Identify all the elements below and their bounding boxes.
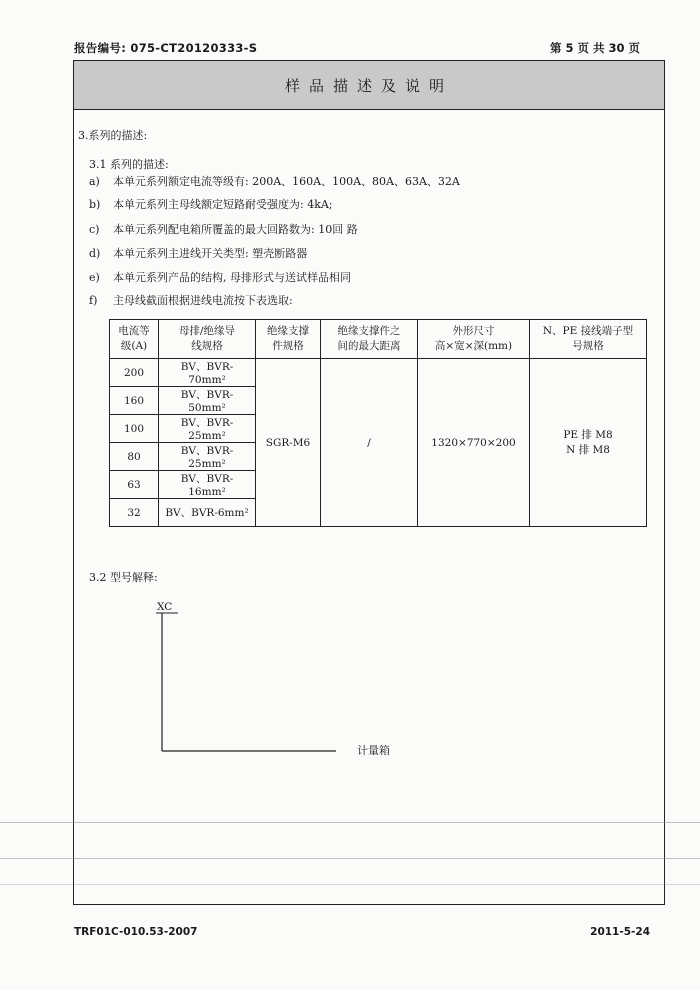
column-header-dimensions: 外形尺寸 高×宽×深(mm) — [418, 320, 530, 359]
scan-artifact — [0, 858, 700, 859]
terminal-pe: PE 排 M8 — [563, 428, 613, 441]
list-text: 本单元系列主母线额定短路耐受强度为: 4kA; — [113, 198, 333, 211]
cell-conductor: BV、BVR-6mm² — [159, 499, 256, 527]
column-header-conductor: 母排/绝缘导 线规格 — [159, 320, 256, 359]
list-text: 本单元系列产品的结构, 母排形式与送试样品相同 — [113, 271, 351, 284]
list-text: 本单元系列配电箱所覆盖的最大回路数为: 10回 路 — [113, 223, 358, 236]
list-marker: f) — [89, 294, 98, 307]
section-heading: 3.系列的描述: — [78, 129, 148, 142]
page-indicator: 第 5 页 共 30 页 — [549, 41, 640, 55]
list-marker: c) — [89, 223, 100, 236]
cell-conductor: BV、BVR-25mm² — [159, 415, 256, 443]
report-number: 报告编号: 075-CT20120333-S — [74, 41, 258, 55]
model-meaning: 计量箱 — [357, 744, 390, 757]
cell-current: 100 — [110, 415, 159, 443]
cell-support: SGR-M6 — [256, 359, 321, 527]
cell-conductor: BV、BVR-50mm² — [159, 387, 256, 415]
cell-conductor: BV、BVR-25mm² — [159, 443, 256, 471]
cell-current: 200 — [110, 359, 159, 387]
cell-dimensions: 1320×770×200 — [418, 359, 530, 527]
cell-conductor: BV、BVR-70mm² — [159, 359, 256, 387]
document-date: 2011-5-24 — [590, 926, 650, 938]
list-text: 本单元系列额定电流等级有: 200A、160A、100A、80A、63A、32A — [113, 175, 460, 188]
model-diagram — [74, 61, 666, 906]
document-code: TRF01C-010.53-2007 — [74, 926, 198, 938]
document-frame — [73, 60, 665, 905]
column-header-current: 电流等 级(A) — [110, 320, 159, 359]
cell-max-distance: / — [321, 359, 418, 527]
cell-conductor: BV、BVR-16mm² — [159, 471, 256, 499]
cell-current: 32 — [110, 499, 159, 527]
page-title: 样品描述及说明 — [284, 76, 453, 95]
cell-current: 63 — [110, 471, 159, 499]
column-header-terminal: N、PE 接线端子型 号规格 — [530, 320, 647, 359]
scan-artifact — [0, 822, 700, 823]
cell-current: 80 — [110, 443, 159, 471]
list-marker: e) — [89, 271, 100, 284]
model-heading: 3.2 型号解释: — [89, 571, 158, 584]
column-header-support: 绝缘支撑 件规格 — [256, 320, 321, 359]
terminal-n: N 排 M8 — [566, 443, 610, 456]
scan-artifact — [0, 884, 700, 885]
cell-current: 160 — [110, 387, 159, 415]
list-marker: b) — [89, 198, 101, 211]
column-header-distance: 绝缘支撑件之 间的最大距离 — [321, 320, 418, 359]
list-marker: a) — [89, 175, 100, 188]
list-marker: d) — [89, 247, 101, 260]
list-text: 本单元系列主进线开关类型: 塑壳断路器 — [113, 247, 308, 260]
list-text: 主母线截面根据进线电流按下表选取: — [113, 294, 293, 307]
subsection-heading: 3.1 系列的描述: — [89, 158, 169, 171]
model-code: XC — [157, 601, 173, 613]
